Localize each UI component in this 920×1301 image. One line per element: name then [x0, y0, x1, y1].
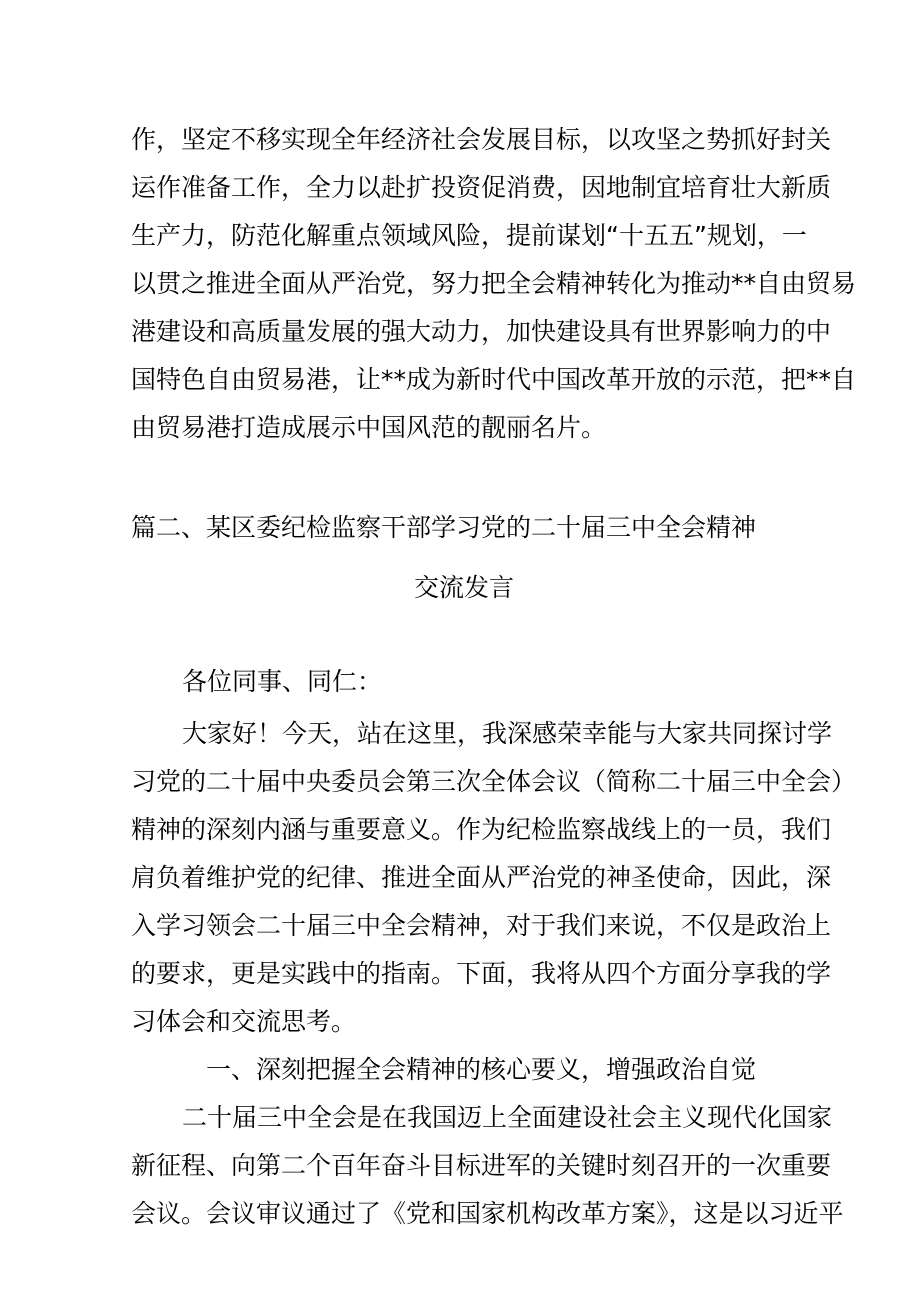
- para2-line-1: 二十届三中全会是在我国迈上全面建设社会主义现代化国家: [182, 1103, 833, 1132]
- intro-line-3: 生产力，防范化解重点领域风险，提前谋划“十五五”规划，一: [131, 221, 807, 250]
- salutation: 各位同事、同仁：: [182, 667, 383, 696]
- intro-line-4: 以贯之推进全面从严治党，努力把全会精神转化为推动**自由贸易: [131, 269, 857, 298]
- intro-line-6: 国特色自由贸易港，让**成为新时代中国改革开放的示范，把**自: [131, 365, 857, 394]
- para1-line-2: 习党的二十届中央委员会第三次全体会议（简称二十届三中全会）: [131, 767, 857, 796]
- article-title-line-2: 交流发言: [414, 573, 515, 602]
- section1-heading: 一、深刻把握全会精神的核心要义，增强政治自觉: [206, 1055, 757, 1084]
- para1-line-1: 大家好！今天，站在这里，我深感荣幸能与大家共同探讨学: [182, 719, 833, 748]
- para2-line-2: 新征程、向第二个百年奋斗目标进军的关键时刻召开的一次重要: [131, 1151, 832, 1180]
- para1-line-3: 精神的深刻内涵与重要意义。作为纪检监察战线上的一员，我们: [131, 815, 832, 844]
- intro-line-5: 港建设和高质量发展的强大动力，加快建设具有世界影响力的中: [131, 317, 832, 346]
- para1-line-5: 入学习领会二十届三中全会精神，对于我们来说，不仅是政治上: [131, 911, 832, 940]
- para2-line-3: 会议。会议审议通过了《党和国家机构改革方案》，这是以习近平: [131, 1199, 844, 1228]
- intro-line-1: 作，坚定不移实现全年经济社会发展目标，以攻坚之势抓好封关: [131, 125, 832, 154]
- para1-line-6: 的要求，更是实践中的指南。下面，我将从四个方面分享我的学: [131, 959, 832, 988]
- intro-line-7: 由贸易港打造成展示中国风范的靓丽名片。: [131, 413, 607, 442]
- article-title-line-1: 篇二、某区委纪检监察干部学习党的二十届三中全会精神: [131, 513, 757, 542]
- para1-line-4: 肩负着维护党的纪律、推进全面从严治党的神圣使命，因此，深: [131, 863, 832, 892]
- intro-line-2: 运作准备工作，全力以赴扩投资促消费，因地制宜培育壮大新质: [131, 173, 832, 202]
- para1-line-7: 习体会和交流思考。: [131, 1007, 357, 1036]
